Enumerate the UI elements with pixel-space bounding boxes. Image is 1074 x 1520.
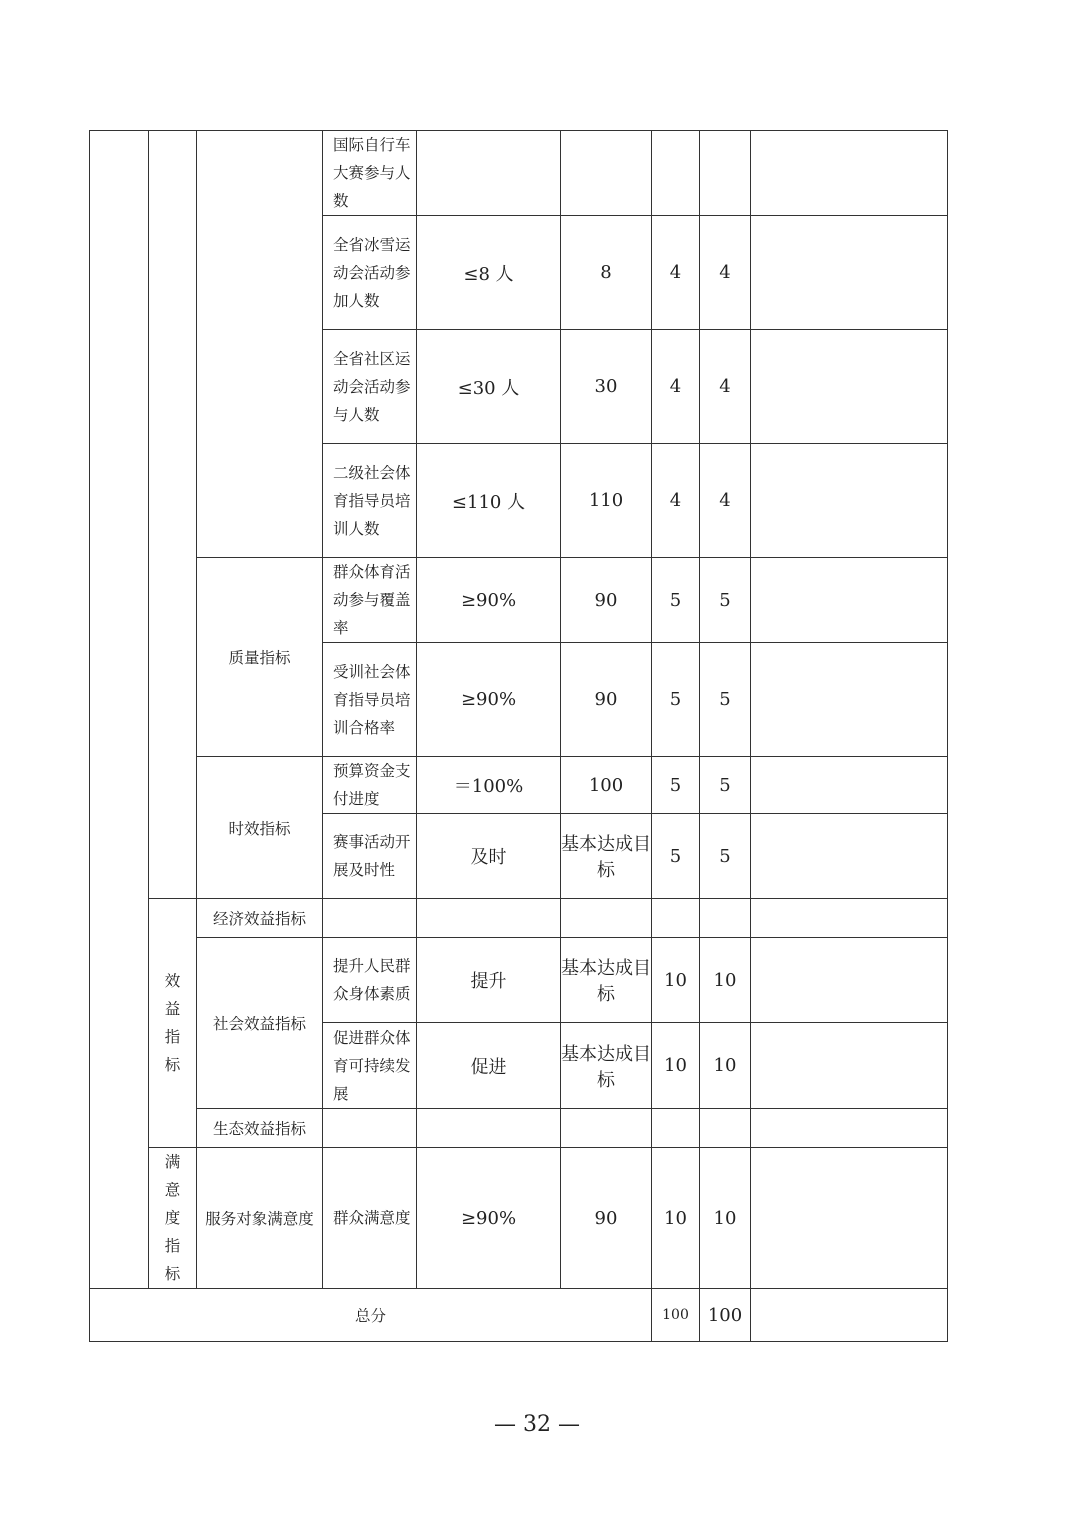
weight-value: 5 [652, 814, 700, 899]
indicator-name: 赛事活动开展及时性 [323, 814, 417, 899]
category-quality: 质量指标 [197, 558, 323, 757]
target-value: ≤30 人 [417, 330, 561, 444]
category-benefit-label: 效益指标 [164, 972, 181, 1074]
remarks-cell [751, 938, 948, 1023]
table-row [90, 938, 948, 1023]
score-value [700, 131, 751, 216]
indicator-name: 促进群众体育可持续发展 [323, 1023, 417, 1109]
score-value: 10 [700, 1023, 751, 1109]
weight-value: 4 [652, 330, 700, 444]
category-social: 社会效益指标 [197, 938, 323, 1109]
page-number: — 32 — [494, 1412, 580, 1437]
target-value: 及时 [417, 814, 561, 899]
remarks-cell [751, 899, 948, 938]
category-economic: 经济效益指标 [197, 899, 323, 938]
actual-value: 90 [561, 1148, 652, 1289]
indicator-name [323, 1109, 417, 1148]
actual-value: 基本达成目标 [561, 1023, 652, 1109]
level3-empty [197, 131, 323, 558]
weight-value: 5 [652, 558, 700, 643]
indicator-name: 群众满意度 [323, 1148, 417, 1289]
weight-value [652, 131, 700, 216]
weight-value: 10 [652, 1148, 700, 1289]
level2-empty [149, 131, 197, 899]
remarks-cell [751, 814, 948, 899]
performance-table [89, 130, 948, 1342]
score-value: 10 [700, 1148, 751, 1289]
remarks-cell [751, 643, 948, 757]
remarks-cell [751, 216, 948, 330]
remarks-cell [751, 131, 948, 216]
indicator-name: 国际自行车大赛参与人数 [323, 131, 417, 216]
total-weight: 100 [652, 1289, 700, 1342]
category-satisfaction [149, 1148, 197, 1289]
actual-value: 90 [561, 558, 652, 643]
target-value: 提升 [417, 938, 561, 1023]
remarks-cell [751, 558, 948, 643]
target-value: ≥90% [417, 643, 561, 757]
indicator-name [323, 899, 417, 938]
category-benefit [149, 899, 197, 1148]
weight-value: 5 [652, 757, 700, 814]
score-value: 4 [700, 216, 751, 330]
category-ecological: 生态效益指标 [197, 1109, 323, 1148]
remarks-cell [751, 1109, 948, 1148]
score-value: 5 [700, 558, 751, 643]
weight-value [652, 899, 700, 938]
table-row [90, 757, 948, 814]
actual-value: 90 [561, 643, 652, 757]
target-value: ≥90% [417, 1148, 561, 1289]
weight-value: 10 [652, 938, 700, 1023]
score-value: 5 [700, 814, 751, 899]
table-row [90, 1109, 948, 1148]
table-row [90, 899, 948, 938]
actual-value: 基本达成目标 [561, 938, 652, 1023]
actual-value [561, 899, 652, 938]
score-value: 5 [700, 757, 751, 814]
target-value: ≤110 人 [417, 444, 561, 558]
table-row [90, 1148, 948, 1289]
indicator-name: 受训社会体育指导员培训合格率 [323, 643, 417, 757]
category-satisfaction-label: 满意度指标 [164, 1153, 181, 1283]
score-value: 10 [700, 938, 751, 1023]
score-value [700, 899, 751, 938]
weight-value: 4 [652, 216, 700, 330]
total-score: 100 [700, 1289, 751, 1342]
weight-value [652, 1109, 700, 1148]
level1-empty [90, 131, 149, 1289]
actual-value: 30 [561, 330, 652, 444]
table-row [90, 558, 948, 643]
total-label: 总分 [90, 1289, 652, 1342]
indicator-name: 全省社区运动会活动参与人数 [323, 330, 417, 444]
remarks-cell [751, 757, 948, 814]
score-value: 4 [700, 330, 751, 444]
actual-value: 8 [561, 216, 652, 330]
indicator-name: 全省冰雪运动会活动参加人数 [323, 216, 417, 330]
category-timeliness: 时效指标 [197, 757, 323, 899]
target-value [417, 1109, 561, 1148]
indicator-name: 二级社会体育指导员培训人数 [323, 444, 417, 558]
table-row [90, 131, 948, 216]
remarks-cell [751, 1148, 948, 1289]
weight-value: 4 [652, 444, 700, 558]
target-value: ＝100% [417, 757, 561, 814]
actual-value: 基本达成目标 [561, 814, 652, 899]
remarks-cell [751, 444, 948, 558]
score-value: 5 [700, 643, 751, 757]
target-value: ≥90% [417, 558, 561, 643]
total-remarks [751, 1289, 948, 1342]
category-service: 服务对象满意度 [197, 1148, 323, 1289]
score-value: 4 [700, 444, 751, 558]
remarks-cell [751, 330, 948, 444]
indicator-name: 预算资金支付进度 [323, 757, 417, 814]
actual-value: 110 [561, 444, 652, 558]
total-row [90, 1289, 948, 1342]
weight-value: 10 [652, 1023, 700, 1109]
remarks-cell [751, 1023, 948, 1109]
actual-value: 100 [561, 757, 652, 814]
target-value [417, 131, 561, 216]
target-value: ≤8 人 [417, 216, 561, 330]
actual-value [561, 131, 652, 216]
target-value: 促进 [417, 1023, 561, 1109]
actual-value [561, 1109, 652, 1148]
indicator-name: 群众体育活动参与覆盖率 [323, 558, 417, 643]
score-value [700, 1109, 751, 1148]
indicator-name: 提升人民群众身体素质 [323, 938, 417, 1023]
target-value [417, 899, 561, 938]
weight-value: 5 [652, 643, 700, 757]
